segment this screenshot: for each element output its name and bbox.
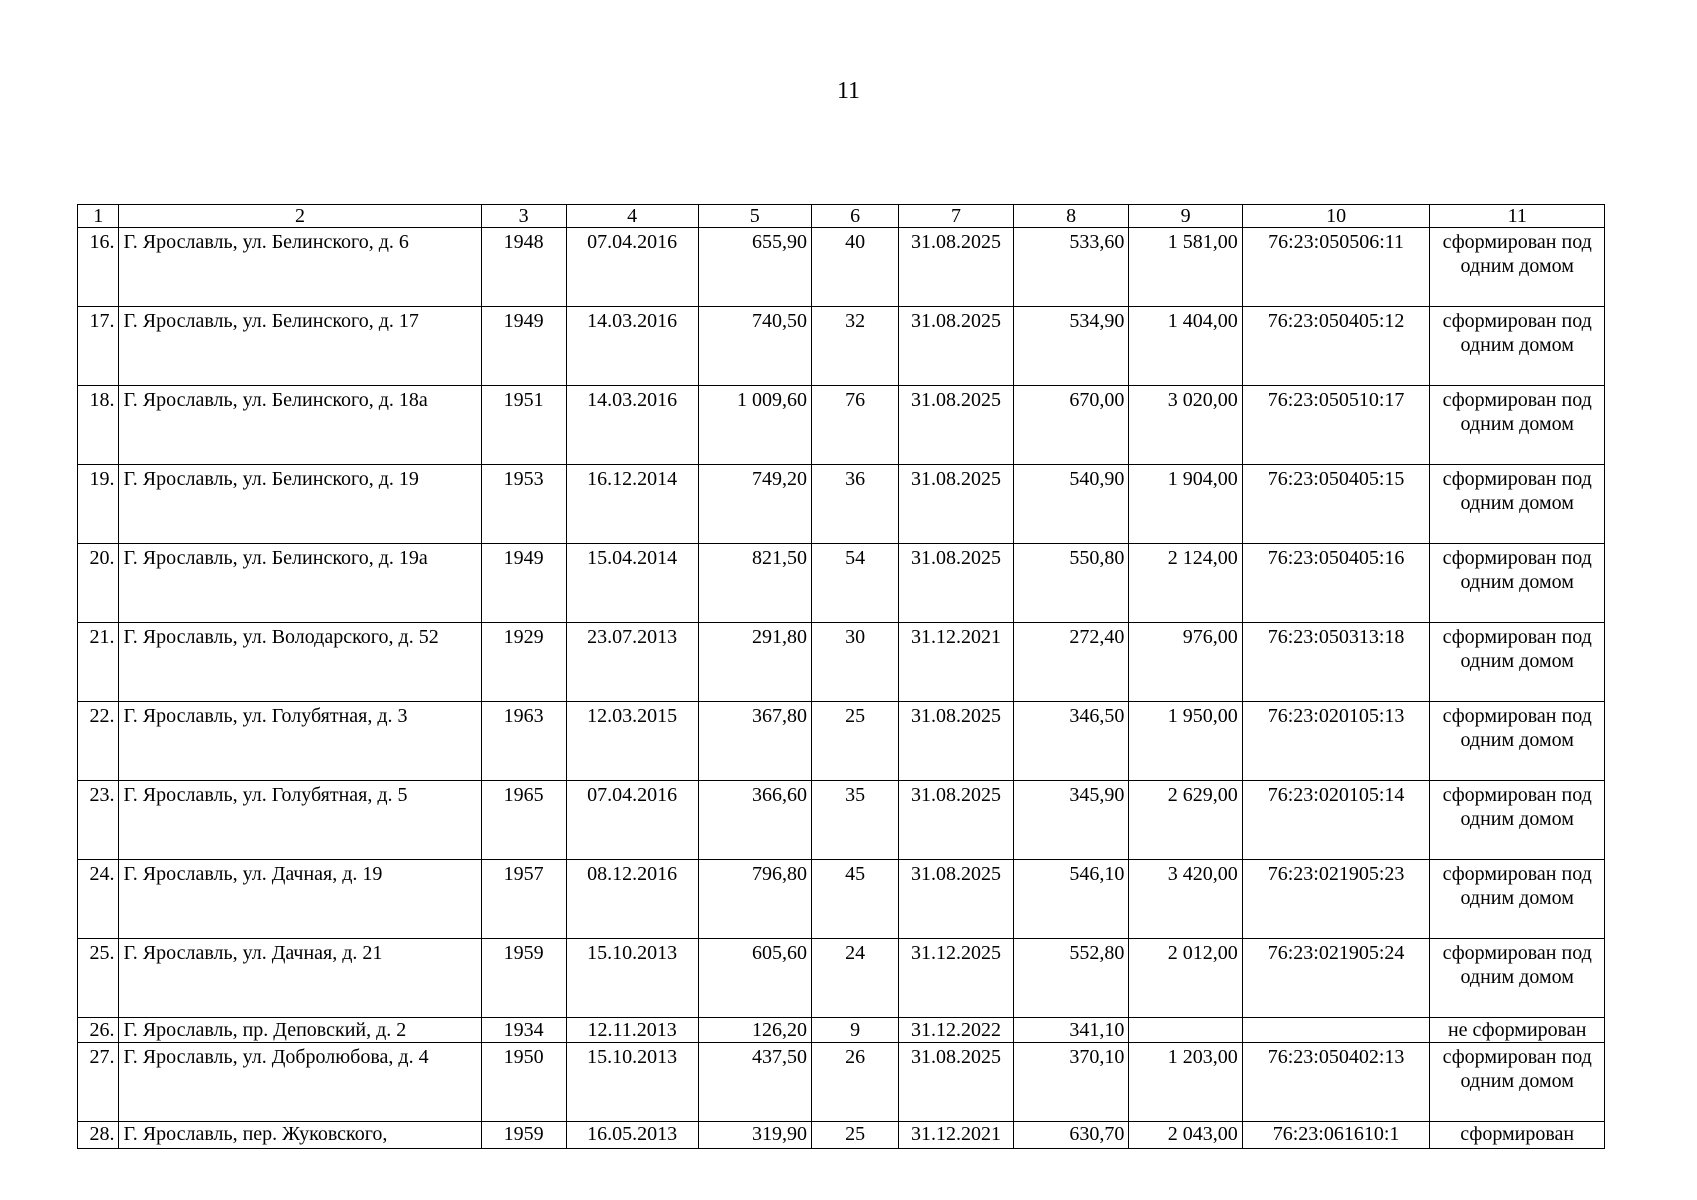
deadline-cell: 31.08.2025: [899, 386, 1014, 465]
status-cell: сформирован под одним домом: [1430, 623, 1605, 702]
area2-cell: 670,00: [1013, 386, 1129, 465]
count-cell: 9: [812, 1018, 899, 1043]
row-number: 16.: [78, 228, 119, 307]
cadastral-number-cell: 76:23:020105:14: [1242, 781, 1430, 860]
table-row: [78, 1122, 1605, 1149]
row-number: 28.: [78, 1122, 119, 1149]
row-number: 24.: [78, 860, 119, 939]
address-cell: Г. Ярославль, ул. Добролюбова, д. 4: [119, 1043, 481, 1122]
table-row: [78, 228, 1605, 307]
land-area-cell: 3 420,00: [1129, 860, 1242, 939]
column-header-1: 1: [78, 205, 119, 228]
table-row: [78, 1018, 1605, 1043]
address-cell: Г. Ярославль, ул. Володарского, д. 52: [119, 623, 481, 702]
row-number: 27.: [78, 1043, 119, 1122]
area2-cell: 346,50: [1013, 702, 1129, 781]
status-cell: сформирован: [1430, 1122, 1605, 1149]
area2-cell: 534,90: [1013, 307, 1129, 386]
area2-cell: 540,90: [1013, 465, 1129, 544]
status-cell: сформирован под одним домом: [1430, 781, 1605, 860]
housing-registry-table: [77, 204, 1605, 1149]
status-cell: сформирован под одним домом: [1430, 702, 1605, 781]
deadline-cell: 31.08.2025: [899, 307, 1014, 386]
area-cell: 796,80: [698, 860, 811, 939]
date-cell: 15.10.2013: [566, 1043, 698, 1122]
row-number: 19.: [78, 465, 119, 544]
count-cell: 25: [812, 1122, 899, 1149]
land-area-cell: [1129, 1018, 1242, 1043]
status-cell: сформирован под одним домом: [1430, 544, 1605, 623]
column-header-4: 4: [566, 205, 698, 228]
date-cell: 12.03.2015: [566, 702, 698, 781]
year-cell: 1950: [481, 1043, 566, 1122]
count-cell: 25: [812, 702, 899, 781]
count-cell: 45: [812, 860, 899, 939]
column-header-11: 11: [1430, 205, 1605, 228]
area-cell: 1 009,60: [698, 386, 811, 465]
date-cell: 23.07.2013: [566, 623, 698, 702]
year-cell: 1959: [481, 1122, 566, 1149]
column-header-2: 2: [119, 205, 481, 228]
count-cell: 32: [812, 307, 899, 386]
area-cell: 740,50: [698, 307, 811, 386]
row-number: 26.: [78, 1018, 119, 1043]
address-cell: Г. Ярославль, ул. Дачная, д. 19: [119, 860, 481, 939]
cadastral-number-cell: [1242, 1018, 1430, 1043]
date-cell: 07.04.2016: [566, 781, 698, 860]
count-cell: 40: [812, 228, 899, 307]
deadline-cell: 31.08.2025: [899, 702, 1014, 781]
deadline-cell: 31.08.2025: [899, 860, 1014, 939]
table-row: [78, 623, 1605, 702]
deadline-cell: 31.12.2021: [899, 623, 1014, 702]
cadastral-number-cell: 76:23:050402:13: [1242, 1043, 1430, 1122]
count-cell: 24: [812, 939, 899, 1018]
count-cell: 35: [812, 781, 899, 860]
column-header-6: 6: [812, 205, 899, 228]
address-cell: Г. Ярославль, ул. Голубятная, д. 3: [119, 702, 481, 781]
count-cell: 76: [812, 386, 899, 465]
address-cell: Г. Ярославль, ул. Дачная, д. 21: [119, 939, 481, 1018]
year-cell: 1957: [481, 860, 566, 939]
table-row: [78, 307, 1605, 386]
date-cell: 16.05.2013: [566, 1122, 698, 1149]
date-cell: 12.11.2013: [566, 1018, 698, 1043]
deadline-cell: 31.08.2025: [899, 781, 1014, 860]
date-cell: 15.10.2013: [566, 939, 698, 1018]
area-cell: 366,60: [698, 781, 811, 860]
address-cell: Г. Ярославль, ул. Белинского, д. 19: [119, 465, 481, 544]
count-cell: 30: [812, 623, 899, 702]
deadline-cell: 31.08.2025: [899, 228, 1014, 307]
land-area-cell: 2 124,00: [1129, 544, 1242, 623]
cadastral-number-cell: 76:23:050405:15: [1242, 465, 1430, 544]
cadastral-number-cell: 76:23:050405:16: [1242, 544, 1430, 623]
area-cell: 126,20: [698, 1018, 811, 1043]
cadastral-number-cell: 76:23:050313:18: [1242, 623, 1430, 702]
year-cell: 1959: [481, 939, 566, 1018]
address-cell: Г. Ярославль, ул. Белинского, д. 18а: [119, 386, 481, 465]
column-header-3: 3: [481, 205, 566, 228]
table-row: [78, 1043, 1605, 1122]
area-cell: 291,80: [698, 623, 811, 702]
count-cell: 26: [812, 1043, 899, 1122]
row-number: 18.: [78, 386, 119, 465]
date-cell: 14.03.2016: [566, 307, 698, 386]
land-area-cell: 1 404,00: [1129, 307, 1242, 386]
area2-cell: 272,40: [1013, 623, 1129, 702]
count-cell: 36: [812, 465, 899, 544]
year-cell: 1934: [481, 1018, 566, 1043]
row-number: 25.: [78, 939, 119, 1018]
cadastral-number-cell: 76:23:050506:11: [1242, 228, 1430, 307]
land-area-cell: 2 043,00: [1129, 1122, 1242, 1149]
deadline-cell: 31.08.2025: [899, 544, 1014, 623]
table-header-row: [78, 205, 1605, 228]
row-number: 21.: [78, 623, 119, 702]
column-header-8: 8: [1013, 205, 1129, 228]
column-header-5: 5: [698, 205, 811, 228]
status-cell: сформирован под одним домом: [1430, 228, 1605, 307]
cadastral-number-cell: 76:23:021905:24: [1242, 939, 1430, 1018]
area-cell: 821,50: [698, 544, 811, 623]
deadline-cell: 31.12.2025: [899, 939, 1014, 1018]
column-header-7: 7: [899, 205, 1014, 228]
address-cell: Г. Ярославль, пер. Жуковского,: [119, 1122, 481, 1149]
row-number: 22.: [78, 702, 119, 781]
area-cell: 655,90: [698, 228, 811, 307]
land-area-cell: 1 203,00: [1129, 1043, 1242, 1122]
land-area-cell: 3 020,00: [1129, 386, 1242, 465]
table-row: [78, 781, 1605, 860]
cadastral-number-cell: 76:23:020105:13: [1242, 702, 1430, 781]
deadline-cell: 31.12.2022: [899, 1018, 1014, 1043]
table-row: [78, 465, 1605, 544]
cadastral-number-cell: 76:23:050510:17: [1242, 386, 1430, 465]
table-row: [78, 544, 1605, 623]
column-header-9: 9: [1129, 205, 1242, 228]
column-header-10: 10: [1242, 205, 1430, 228]
address-cell: Г. Ярославль, ул. Голубятная, д. 5: [119, 781, 481, 860]
land-area-cell: 976,00: [1129, 623, 1242, 702]
land-area-cell: 1 581,00: [1129, 228, 1242, 307]
status-cell: сформирован под одним домом: [1430, 939, 1605, 1018]
area-cell: 437,50: [698, 1043, 811, 1122]
date-cell: 14.03.2016: [566, 386, 698, 465]
table-row: [78, 386, 1605, 465]
area-cell: 605,60: [698, 939, 811, 1018]
cadastral-number-cell: 76:23:061610:1: [1242, 1122, 1430, 1149]
deadline-cell: 31.08.2025: [899, 465, 1014, 544]
row-number: 17.: [78, 307, 119, 386]
year-cell: 1929: [481, 623, 566, 702]
area-cell: 319,90: [698, 1122, 811, 1149]
year-cell: 1953: [481, 465, 566, 544]
status-cell: сформирован под одним домом: [1430, 465, 1605, 544]
address-cell: Г. Ярославль, пр. Деповский, д. 2: [119, 1018, 481, 1043]
row-number: 20.: [78, 544, 119, 623]
area2-cell: 552,80: [1013, 939, 1129, 1018]
status-cell: сформирован под одним домом: [1430, 386, 1605, 465]
date-cell: 08.12.2016: [566, 860, 698, 939]
cadastral-number-cell: 76:23:021905:23: [1242, 860, 1430, 939]
date-cell: 15.04.2014: [566, 544, 698, 623]
area-cell: 367,80: [698, 702, 811, 781]
land-area-cell: 1 950,00: [1129, 702, 1242, 781]
land-area-cell: 2 012,00: [1129, 939, 1242, 1018]
year-cell: 1963: [481, 702, 566, 781]
deadline-cell: 31.12.2021: [899, 1122, 1014, 1149]
year-cell: 1948: [481, 228, 566, 307]
area2-cell: 370,10: [1013, 1043, 1129, 1122]
land-area-cell: 2 629,00: [1129, 781, 1242, 860]
status-cell: не сформирован: [1430, 1018, 1605, 1043]
row-number: 23.: [78, 781, 119, 860]
area2-cell: 550,80: [1013, 544, 1129, 623]
area2-cell: 533,60: [1013, 228, 1129, 307]
table-row: [78, 702, 1605, 781]
status-cell: сформирован под одним домом: [1430, 1043, 1605, 1122]
status-cell: сформирован под одним домом: [1430, 860, 1605, 939]
deadline-cell: 31.08.2025: [899, 1043, 1014, 1122]
land-area-cell: 1 904,00: [1129, 465, 1242, 544]
address-cell: Г. Ярославль, ул. Белинского, д. 19а: [119, 544, 481, 623]
year-cell: 1951: [481, 386, 566, 465]
date-cell: 07.04.2016: [566, 228, 698, 307]
address-cell: Г. Ярославль, ул. Белинского, д. 17: [119, 307, 481, 386]
date-cell: 16.12.2014: [566, 465, 698, 544]
address-cell: Г. Ярославль, ул. Белинского, д. 6: [119, 228, 481, 307]
area2-cell: 546,10: [1013, 860, 1129, 939]
page-number: 11: [836, 78, 861, 104]
table-row: [78, 860, 1605, 939]
area2-cell: 341,10: [1013, 1018, 1129, 1043]
area-cell: 749,20: [698, 465, 811, 544]
area2-cell: 630,70: [1013, 1122, 1129, 1149]
year-cell: 1965: [481, 781, 566, 860]
table-row: [78, 939, 1605, 1018]
year-cell: 1949: [481, 307, 566, 386]
count-cell: 54: [812, 544, 899, 623]
cadastral-number-cell: 76:23:050405:12: [1242, 307, 1430, 386]
area2-cell: 345,90: [1013, 781, 1129, 860]
status-cell: сформирован под одним домом: [1430, 307, 1605, 386]
year-cell: 1949: [481, 544, 566, 623]
